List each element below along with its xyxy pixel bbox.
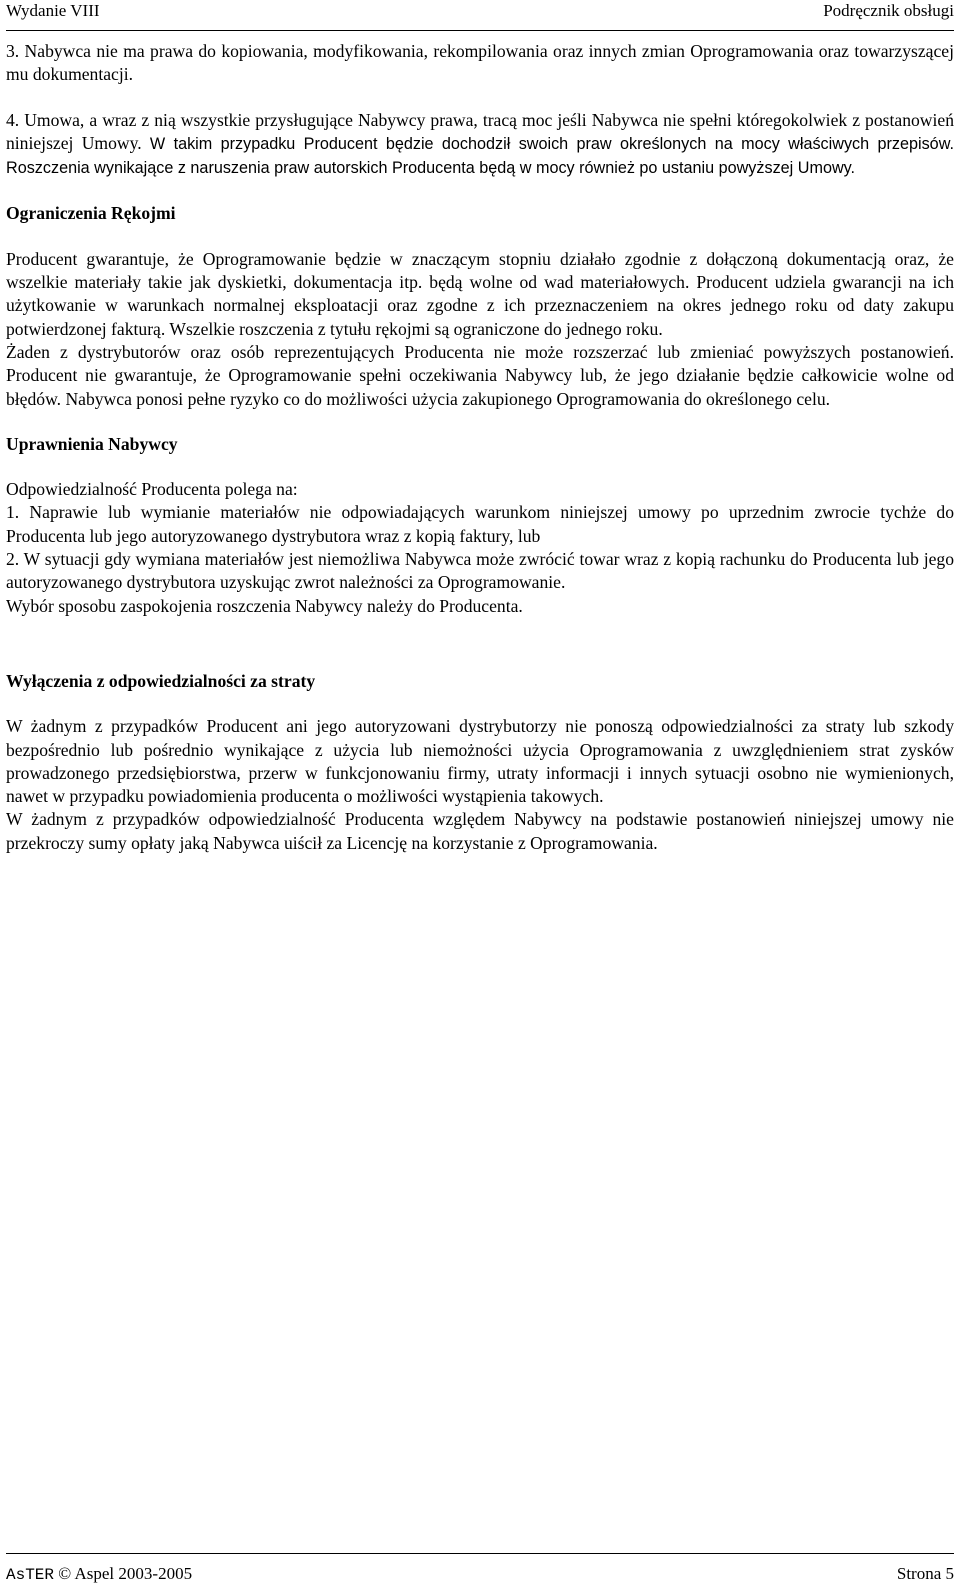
edition-label: Wydanie VIII — [6, 1, 100, 20]
heading-uprawnienia-nabywcy: Uprawnienia Nabywcy — [6, 433, 178, 454]
rekojmi-paragraph-2: Żaden z dystrybutorów oraz osób reprezentujących Producenta nie może rozszerzać lub zmieniać powyższych postanowień. Producent nie gwarantuje, że Oprogramowanie spełni oczekiwania Nabywcy lub, że jego działanie będzie całkowicie wolne od błędów. Nabywca ponosi pełne ryzyko co do możliwości użycia zakupionego Oprogramowania do określonego celu. — [6, 341, 954, 409]
document-body — [6, 40, 954, 855]
footer-copyright — [6, 1564, 192, 1584]
paragraph-3: 3. Nabywca nie ma prawa do kopiowania, modyfikowania, rekompilowania oraz innych zmian Oprogramowania oraz towarzyszącej mu dokumentacji. — [6, 41, 954, 85]
page-number: Strona 5 — [896, 1564, 954, 1583]
wylaczenia-paragraph-2: W żadnym z przypadków odpowiedzialność Producenta względem Nabywcy na podstawie postanowień niniejszej umowy nie przekroczy sumy opłaty jaką Nabywca uiścił za Licencję na korzystanie z Oprogramowania. — [6, 809, 954, 853]
wylaczenia-paragraph-1: W żadnym z przypadków Producent ani jego autoryzowani dystrybutorzy nie ponoszą odpowiedzialności za straty lub szkody bezpośrednio lub pośrednio wynikające z użycia lub niemożności użycia Oprogramowania z uwzględnieniem strat zysków prowadzonego przedsiębiorstwa, przerw w funkcjonowaniu firmy, utraty informacji i innych sytuacji osobno nie wymienionych, nawet w przypadku powiadomienia producenta o możliwości wystąpienia takowych. — [6, 716, 954, 807]
uprawnienia-note: Wybór sposobu zaspokojenia roszczenia Nabywcy należy do Producenta. — [6, 595, 523, 616]
manual-title: Podręcznik obsługi — [823, 1, 954, 20]
heading-ograniczenia-rekojmi: Ograniczenia Rękojmi — [6, 203, 176, 224]
paragraph-4 — [6, 109, 954, 181]
product-name: AsTER — [6, 1566, 55, 1584]
rekojmi-paragraph-1: Producent gwarantuje, że Oprogramowanie będzie w znaczącym stopniu działało zgodnie z dołączoną dokumentacją oraz, że wszelkie materiały takie jak dyskietki, dokumentacja itp. będą wolne od wad materiałowych. Producent udziela gwarancji na ich użytkowanie w warunkach normalnej eksploatacji oraz zgodne z ich przeznaczeniem na okres jednego roku od daty zakupu potwierdzonej fakturą. Wszelkie roszczenia z tytułu rękojmi są ograniczone do jednego roku. — [6, 248, 954, 339]
paragraph-4-part1: 4. Umowa, a wraz z nią wszystkie przysługujące Nabywcy prawa, tracą moc jeśli Nabywca nie spełni któregokolwiek z postanowień niniejszej Umowy. — [6, 109, 954, 153]
page-footer — [6, 1553, 954, 1594]
heading-wylaczenia: Wyłączenia z odpowiedzialności za straty — [6, 670, 316, 691]
copyright-text: © Aspel 2003-2005 — [58, 1564, 193, 1583]
uprawnienia-intro: Odpowiedzialność Producenta polega na: — [6, 479, 298, 500]
paragraph-4-part2: W takim przypadku Producent będzie dochodził swoich praw określonych na mocy właściwych przepisów. Roszczenia wynikające z naruszenia praw autorskich Producenta będą w mocy również po ustaniu powyższej Umowy. — [6, 134, 954, 178]
uprawnienia-item-2: 2. W sytuacji gdy wymiana materiałów jest niemożliwa Nabywca może zwrócić towar wraz z kopią rachunku do Producenta lub jego autoryzowanego dystrybutora uzyskując zwrot należności za Oprogramowanie. — [6, 549, 954, 593]
uprawnienia-item-1: 1. Naprawie lub wymianie materiałów nie odpowiadających warunkom niniejszej umowy po uprzednim zwrocie tychże do Producenta lub jego autoryzowanego dystrybutora wraz z kopią faktury, lub — [6, 502, 954, 546]
page-header — [6, 0, 954, 31]
